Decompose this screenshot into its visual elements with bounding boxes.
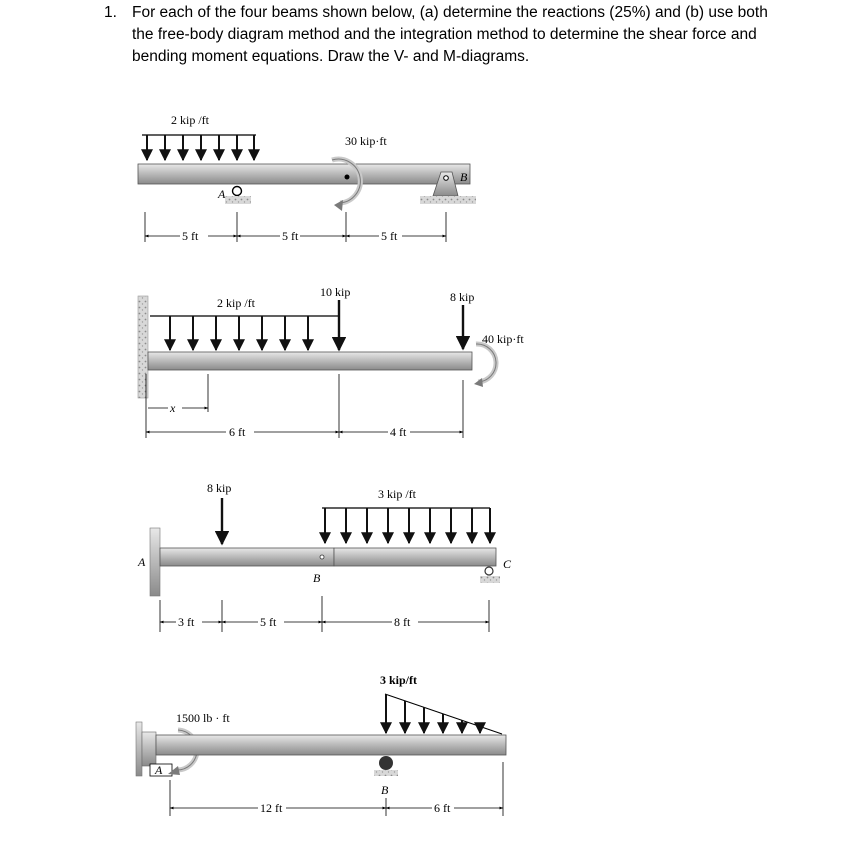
beam-3-dim-3: 8 ft [394, 615, 411, 629]
beam-1-dist-load-label: 2 kip /ft [171, 113, 209, 127]
beam-1-support-a [217, 187, 251, 205]
beam-1-load-arrows [147, 135, 254, 160]
beam-1-dimensions [145, 212, 446, 243]
problem-number: 1. [104, 4, 117, 21]
beam-2-member [148, 352, 472, 370]
beam-4-dim-1: 12 ft [260, 801, 283, 815]
beam-4-member [156, 735, 506, 755]
beam-1-dim-3: 5 ft [381, 229, 398, 243]
problem-line-2: the free-body diagram method and the integration method to determine the shear force and [132, 26, 757, 43]
beam-3-dim-1: 3 ft [178, 615, 195, 629]
beam-4-dim-2: 6 ft [434, 801, 451, 815]
beam-4-diagram [136, 673, 506, 816]
beam-2-dim-1: 6 ft [229, 425, 246, 439]
beam-2-load-arrows [170, 316, 308, 350]
beam-1-label-a: A [218, 187, 226, 201]
beam-2-point-load-8kip [450, 290, 474, 349]
beam-2-x-label: x [170, 401, 176, 415]
beam-3-member-bc [334, 548, 496, 566]
beam-4-dimensions [170, 762, 503, 816]
beam-3-label-b: B [313, 571, 321, 585]
beam-3-diagram [137, 481, 512, 632]
beam-1-member [138, 164, 470, 184]
beam-4-dist-load-label: 3 kip/ft [380, 673, 418, 687]
beam-3-point-load [207, 481, 231, 544]
beam-3-label-c: C [503, 557, 512, 571]
beam-3-label-a: A [138, 555, 146, 569]
beam-1-diagram [138, 113, 476, 243]
beam-4-triangular-load [385, 694, 502, 734]
problem-line-1: For each of the four beams shown below, (a) determine the reactions (25%) and (b) use both [132, 4, 768, 21]
beam-3-hinge-pin [320, 555, 324, 559]
beam-3-member-ab [160, 548, 334, 566]
beam-3-dist-load-label: 3 kip /ft [378, 487, 416, 501]
beam-1-dim-1: 5 ft [182, 229, 199, 243]
beam-2-dimensions [146, 374, 463, 439]
beam-2-x-coordinate [148, 374, 208, 415]
beam-1-dim-2: 5 ft [282, 229, 299, 243]
beam-4-label-b: B [381, 783, 389, 797]
beam-4-label-a: A [155, 763, 163, 777]
beam-2-diagram [138, 285, 524, 439]
beam-2-point-load-2-label: 8 kip [450, 290, 475, 304]
beam-2-point-load-10kip [320, 285, 350, 350]
problem-line-3: bending moment equations. Draw the V- and M-diagrams. [132, 48, 530, 65]
beam-2-moment-label: 40 kip·ft [482, 332, 524, 346]
beam-3-dim-2: 5 ft [260, 615, 277, 629]
beam-4-moment-label: 1500 lb · ft [176, 711, 230, 725]
beam-3-point-load-label: 8 kip [207, 481, 232, 495]
beam-2-dist-load-label: 2 kip /ft [217, 296, 255, 310]
beam-3-load-arrows [325, 508, 490, 543]
beam-3-fixed-wall [150, 528, 160, 596]
beam-3-dimensions [160, 596, 489, 632]
beam-2-moment [474, 332, 524, 387]
beam-4-support-b [374, 756, 398, 797]
beam-2-dim-2: 4 ft [390, 425, 407, 439]
beam-1-label-b: B [460, 170, 468, 184]
beam-2-point-load-1-label: 10 kip [320, 285, 351, 299]
beam-1-moment-label: 30 kip·ft [345, 134, 387, 148]
beam-2-fixed-wall [138, 296, 148, 398]
